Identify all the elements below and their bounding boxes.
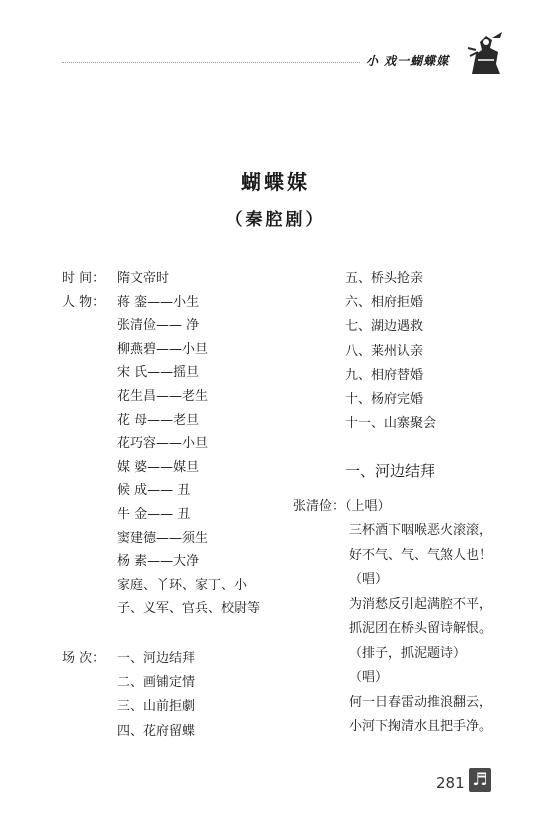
- scenes-label: 场 次：: [62, 651, 106, 666]
- character-extras: 家庭、丫环、家丁、小子、义军、官兵、校尉等: [117, 577, 261, 617]
- header-dotted-rule: [62, 62, 360, 63]
- left-column: [117, 270, 267, 621]
- play-subtitle: （秦腔剧）: [225, 210, 326, 230]
- dialog-line: （唱）: [349, 670, 389, 685]
- dialog-speaker: 张清俭：（上唱）: [293, 499, 391, 514]
- play-title: 蝴蝶媒: [241, 170, 310, 194]
- character-item: 花 母——老旦: [117, 412, 200, 428]
- character-item: 张清俭—— 净: [117, 318, 200, 334]
- scene-item: 九、相府替婚: [345, 367, 424, 383]
- time-value: 隋文帝时: [117, 271, 170, 286]
- section-heading: 一、河边结拜: [345, 462, 436, 480]
- scene-item: 十、杨府完婚: [345, 391, 424, 407]
- character-item: 花巧容——小旦: [117, 436, 209, 452]
- character-item: 蒋 銮——小生: [117, 294, 200, 310]
- dialog-lines: [349, 522, 492, 743]
- character-item: 候 成—— 丑: [117, 483, 191, 499]
- scene-list-right: [345, 270, 436, 439]
- scene-item: 三、山前拒劇: [117, 699, 196, 715]
- character-item: 花生昌——老生: [117, 388, 209, 404]
- character-item: 杨 素——大净: [117, 554, 200, 570]
- running-title: 小 戏一蝴蝶媒: [366, 54, 450, 68]
- character-item: 柳燕碧——小旦: [117, 341, 209, 357]
- scene-item: 四、花府留蝶: [117, 723, 196, 739]
- dialog-line: 何一日春雷动推浪翻云，: [349, 694, 493, 710]
- dialog-line: （排子，抓泥题诗）: [349, 645, 467, 661]
- character-item: 媒 婆——媒旦: [117, 459, 200, 475]
- scene-item: 八、莱州认亲: [345, 343, 424, 359]
- music-note-icon: ♬: [469, 768, 491, 792]
- character-item: 窦建德——须生: [117, 530, 209, 546]
- scene-item: 五、桥头抢亲: [345, 271, 424, 286]
- scene-item: 一、河边结拜: [117, 651, 196, 666]
- time-label: 时 间：: [62, 271, 106, 286]
- scene-item: 六、相府拒婚: [345, 295, 424, 311]
- dialog-line: 为消愁反引起满腔不平，: [349, 596, 493, 612]
- scene-item: 十一、山寨聚会: [345, 416, 437, 432]
- dialog-line: 抓泥团在桥头留诗解恨。: [349, 621, 493, 636]
- character-item: 牛 金—— 丑: [117, 506, 191, 522]
- characters-label: 人 物：: [62, 295, 106, 310]
- dialog-line: 小河下掬清水且把手净。: [349, 719, 493, 734]
- scene-item: 七、湖边遇救: [345, 319, 424, 335]
- scene-item: 二、画铺定情: [117, 675, 196, 691]
- dialog-line: （唱）: [349, 572, 389, 587]
- dialog-line: 好不气、气、气煞人也！: [349, 547, 493, 563]
- character-item: 宋 氏——摇旦: [117, 365, 200, 381]
- scene-list-left: [117, 650, 195, 747]
- opera-figure-icon: [466, 30, 506, 76]
- page-number: 281: [436, 774, 465, 792]
- dialog-line: 三杯酒下咽喉恶火滚滚，: [349, 523, 493, 538]
